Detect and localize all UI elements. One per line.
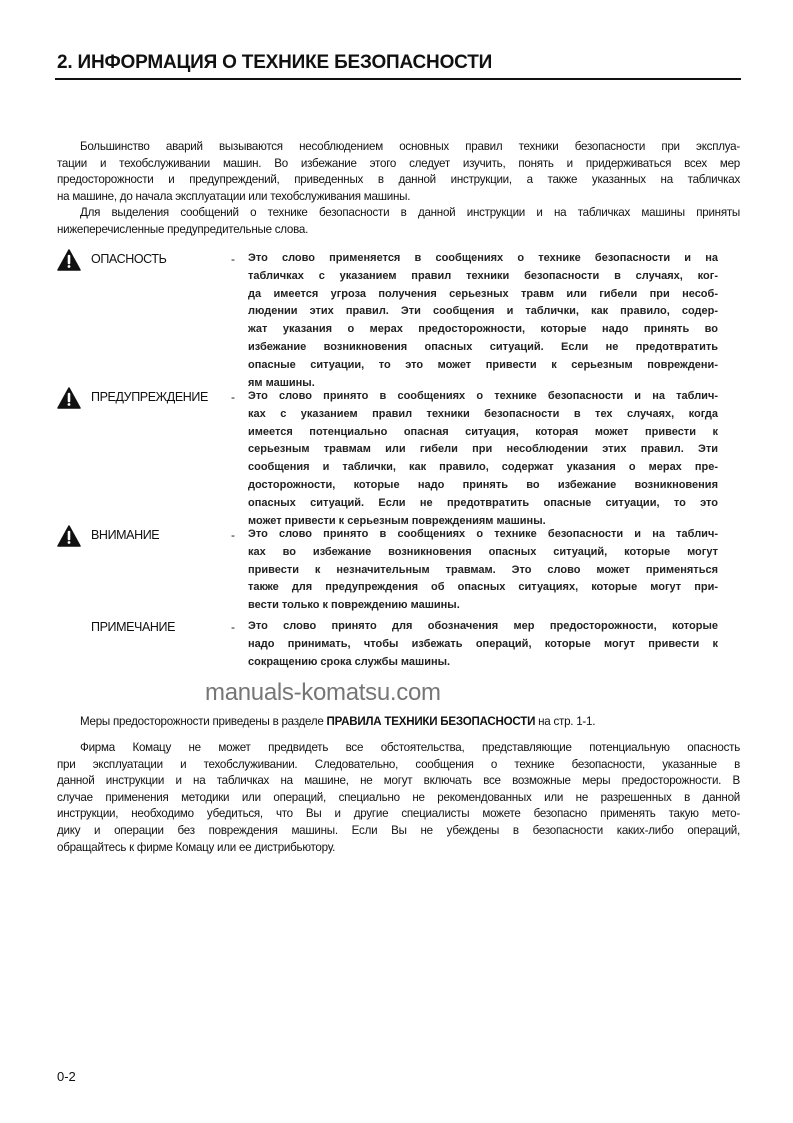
text-line: нижеперечисленные предупредительные слова. [57,222,309,236]
text-line: опасных ситуаций. Если не предотвратить опасные ситуации, то это [248,496,718,509]
warning-triangle-icon [57,525,81,547]
signal-word-description [248,250,718,392]
text-line: сокращению срока службы машины. [248,655,451,668]
text-line: привести к незначительным травмам. Это слово может применяться [248,563,718,576]
text-line: обращайтесь к фирме Комацу или ее дистрибьютору. [57,840,336,854]
text-line: людении этих правил. Эти сообщения и таблички, как правило, содер- [248,305,718,318]
signal-word: ВНИМАНИЕ [91,528,160,542]
reference-page: на стр. 1-1. [535,715,596,728]
text-line: Это слово применяется в сообщениях о технике безопасности и на [248,252,718,264]
closing-paragraph [57,740,740,856]
text-line: сообщения и таблички, как правило, содержат указания о мерах пре- [248,461,718,474]
text-line: табличках с указанием правил техники безопасности в случаях, ког- [248,269,718,282]
separator-dash: - [231,252,235,266]
signal-word-description [248,388,718,530]
text-line: инструкции, необходимо убедиться, что Вы и другие специалисты можете безопасно применять такую мето- [57,807,740,821]
separator-dash: - [231,528,235,542]
text-line: при эксплуатации и техобслуживании. Следовательно, сообщения о технике безопасности, указанные в [57,757,740,771]
signal-word-description [248,526,718,615]
text-line: Это слово принято в сообщениях о технике безопасности и на таблич- [248,390,718,402]
text-line: опасные ситуации, то это может привести к серьезным повреждени- [248,358,718,371]
text-line: имеется потенциально опасная ситуация, которая может привести к [248,425,718,438]
reference-text: Меры предосторожности приведены в разделе [80,715,327,728]
text-line: данной инструкции и на табличках на машине, не могут включать все возможные меры предосторожности. В [57,774,740,788]
text-line [57,714,740,731]
text-line: Для выделения сообщений о технике безопасности в данной инструкции и на табличках машины приняты [80,206,740,220]
text-line: на машине, до начала эксплуатации или техобслуживания машины. [57,189,411,203]
text-line: жат указания о мерах предосторожности, которые надо принять во [248,323,718,336]
reference-paragraph [57,714,740,731]
separator-dash: - [231,620,235,634]
title-underline [55,78,741,80]
text-line: Это слово принято в сообщениях о технике безопасности и на таблич- [248,528,718,540]
signal-word: ПРИМЕЧАНИЕ [91,620,176,634]
signal-word-description [248,618,718,671]
text-line: Большинство аварий вызываются несоблюдением основных правил техники безопасности при эксплуа- [80,140,740,153]
text-line: предосторожности и предупреждений, приведенных в данной инструкции, а также указанных на табличках [57,173,740,187]
text-line: ках с указанием правил техники безопасности в тех случаях, когда [248,407,718,420]
text-line: может привести к серьезным повреждениям машины. [248,514,546,527]
text-line: досторожности, которые надо принять во избежание возникновения [248,478,718,491]
text-line: вести только к повреждению машины. [248,599,460,612]
text-line: также для предупреждения об опасных ситуациях, которые могут при- [248,581,718,594]
signal-word: ПРЕДУПРЕЖДЕНИЕ [91,390,208,404]
text-line: да имеется угроза получения серьезных травм или гибели при несоб- [248,287,718,300]
text-line: дику и операции без повреждения машины. Если Вы не убеждены в безопасности каких-либо операций, [57,823,740,837]
text-line: Это слово принято для обозначения мер предосторожности, которые [248,620,718,632]
warning-triangle-icon [57,249,81,271]
text-line: избежание возникновения опасных ситуаций. Если не предотвратить [248,340,718,353]
text-line: тации и техобслуживании машин. Во избежание этого следует изучить, понять и придерживаться всех мер [57,156,740,170]
text-line: Фирма Комацу не может предвидеть все обстоятельства, представляющие потенциальную опасность [80,741,740,754]
signal-word: ОПАСНОСТЬ [91,252,167,266]
reference-section-name: ПРАВИЛА ТЕХНИКИ БЕЗОПАСНОСТИ [326,715,536,728]
text-line: случае применения методики или операций, специально не рекомендованных или не разрешенных в данной [57,790,740,804]
intro-paragraph [57,139,740,239]
text-line: надо принимать, чтобы избежать операций, которые могут привести к [248,637,718,650]
page-number: 0-2 [57,1069,76,1084]
text-line: ям машины. [248,376,315,389]
text-line: серьезным травмам или гибели при несоблюдении этих правил. Эти [248,443,718,456]
text-line: ках во избежание возникновения опасных ситуаций, которые могут [248,545,718,558]
warning-triangle-icon [57,387,81,409]
page-title: 2. ИНФОРМАЦИЯ О ТЕХНИКЕ БЕЗОПАСНОСТИ [57,52,493,73]
watermark: manuals-komatsu.com [205,679,441,706]
separator-dash: - [231,390,235,404]
